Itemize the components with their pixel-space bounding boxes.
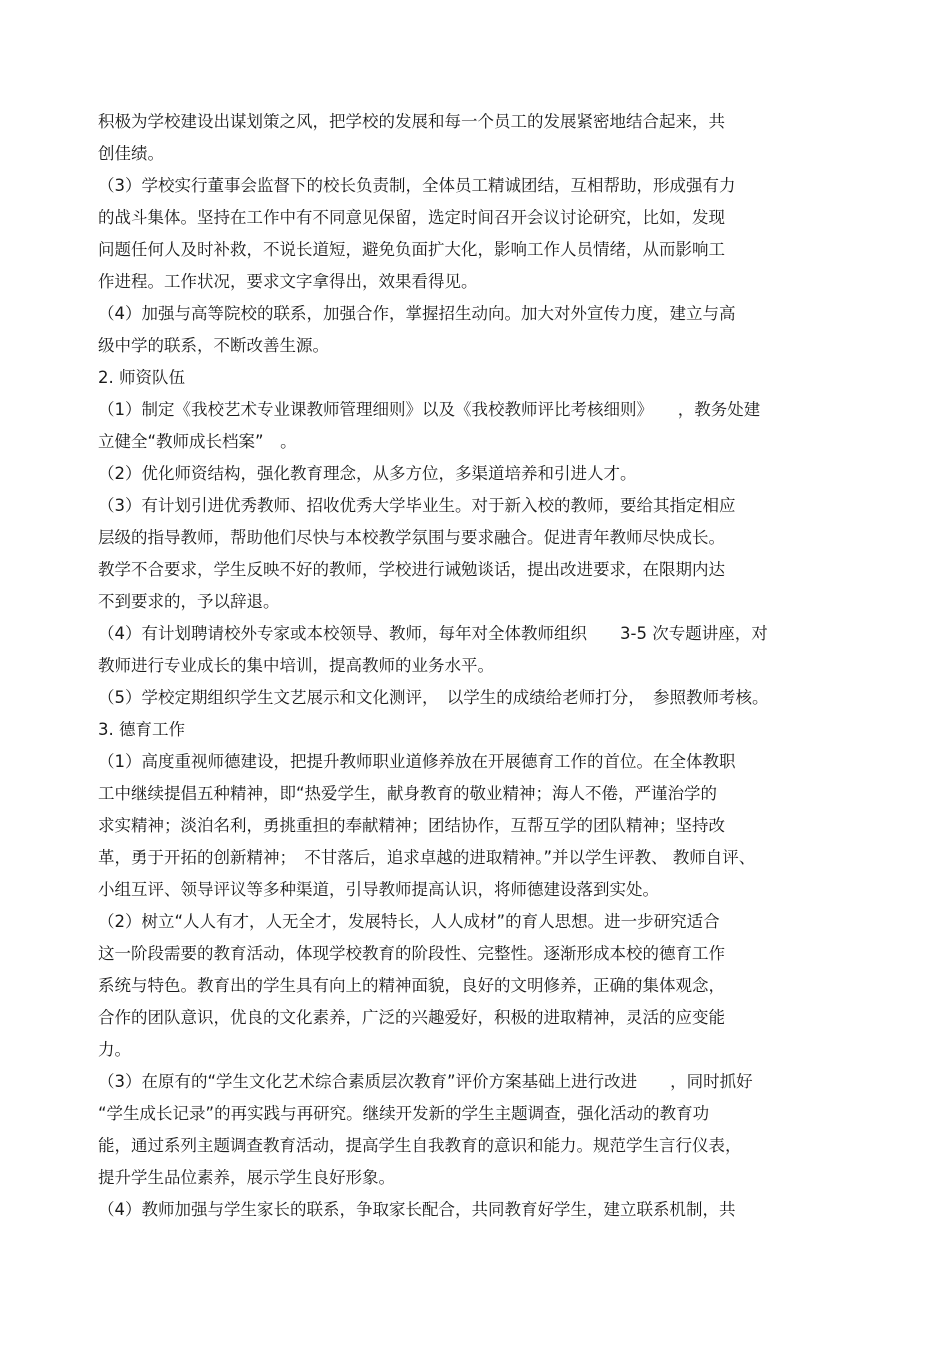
text-line: 层级的指导教师，帮助他们尽快与本校教学氛围与要求融合。促进青年教师尽快成长。	[98, 528, 725, 547]
text-line: （1）制定《我校艺术专业课教师管理细则》以及《我校教师评比考核细则》 ，教务处建	[98, 400, 761, 419]
section-heading: 3. 德育工作	[98, 720, 185, 739]
text-line: （3）学校实行董事会监督下的校长负责制，全体员工精诚团结，互相帮助，形成强有力	[98, 176, 736, 195]
section-heading: 2. 师资队伍	[98, 368, 185, 387]
text-line: 教学不合要求，学生反映不好的教师，学校进行诫勉谈话，提出改进要求，在限期内达	[98, 560, 725, 579]
text-line: 小组互评、领导评议等多种渠道，引导教师提高认识，将师德建设落到实处。	[98, 880, 659, 899]
text-line: 级中学的联系，不断改善生源。	[98, 336, 329, 355]
text-line: 工中继续提倡五种精神，即“热爱学生，献身教育的敬业精神；海人不倦，严谨治学的	[98, 784, 718, 803]
text-line: （4）加强与高等院校的联系，加强合作，掌握招生动向。加大对外宣传力度，建立与高	[98, 304, 736, 323]
text-line: （4）教师加强与学生家长的联系，争取家长配合，共同教育好学生，建立联系机制，共	[98, 1200, 736, 1219]
text-line: 积极为学校建设出谋划策之风，把学校的发展和每一个员工的发展紧密地结合起来，共	[98, 112, 725, 131]
text-line: 创佳绩。	[98, 144, 164, 163]
text-line: （2）树立“人人有才，人无全才，发展特长，人人成材”的育人思想。进一步研究适合	[98, 912, 720, 931]
text-line: 能，通过系列主题调查教育活动，提高学生自我教育的意识和能力。规范学生言行仪表，	[98, 1136, 742, 1155]
text-line: （1）高度重视师德建设，把提升教师职业道修养放在开展德育工作的首位。在全体教职	[98, 752, 736, 771]
text-line: （2）优化师资结构，强化教育理念，从多方位，多渠道培养和引进人才。	[98, 464, 637, 483]
text-line: 问题任何人及时补救，不说长道短，避免负面扩大化，影响工作人员情绪，从而影响工	[98, 240, 725, 259]
text-line: 力。	[98, 1040, 131, 1059]
text-line: 系统与特色。教育出的学生具有向上的精神面貌，良好的文明修养，正确的集体观念，	[98, 976, 725, 995]
text-line: 革，勇于开拓的创新精神； 不甘落后，追求卓越的进取精神。”并以学生评教、 教师自评、	[98, 848, 756, 867]
text-line: 这一阶段需要的教育活动，体现学校教育的阶段性、完整性。逐渐形成本校的德育工作	[98, 944, 725, 963]
text-line: （5）学校定期组织学生文艺展示和文化测评， 以学生的成绩给老师打分， 参照教师考核。	[98, 688, 769, 707]
text-line: （3）有计划引进优秀教师、招收优秀大学毕业生。对于新入校的教师，要给其指定相应	[98, 496, 736, 515]
text-line: 的战斗集体。坚持在工作中有不同意见保留，选定时间召开会议讨论研究，比如，发现	[98, 208, 725, 227]
text-line: （3）在原有的“学生文化艺术综合素质层次教育”评价方案基础上进行改进 ，同时抓好	[98, 1072, 753, 1091]
text-line: 求实精神；淡泊名利，勇挑重担的奉献精神；团结协作，互帮互学的团队精神；坚持改	[98, 816, 725, 835]
text-line: 不到要求的，予以辞退。	[98, 592, 280, 611]
text-line: （4）有计划聘请校外专家或本校领导、教师，每年对全体教师组织 3-5 次专题讲座，对	[98, 624, 768, 643]
text-line: 立健全“教师成长档案” 。	[98, 432, 297, 451]
text-line: 教师进行专业成长的集中培训，提高教师的业务水平。	[98, 656, 494, 675]
text-line: 提升学生品位素养，展示学生良好形象。	[98, 1168, 395, 1187]
text-line: “学生成长记录”的再实践与再研究。继续开发新的学生主题调查，强化活动的教育功	[98, 1104, 710, 1123]
text-line: 合作的团队意识，优良的文化素养，广泛的兴趣爱好，积极的进取精神，灵活的应变能	[98, 1008, 725, 1027]
text-line: 作进程。工作状况，要求文字拿得出，效果看得见。	[98, 272, 478, 291]
